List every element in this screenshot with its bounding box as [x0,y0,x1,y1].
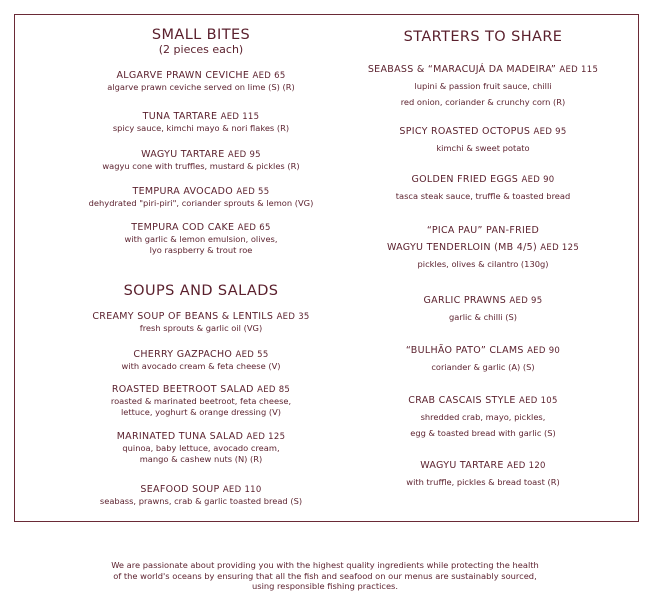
dish-description: spicy sauce, kimchi mayo & nori flakes (R) [112,123,290,133]
footer-line: We are passionate about providing you with the highest quality ingredients while protecting the health [111,560,539,570]
dish-description: egg & toasted bread with garlic (S) [410,428,556,438]
menu-item [333,225,633,270]
menu-item [333,126,633,154]
dish-description: wagyu cone with truffles, mustard & pickles (R) [102,161,300,171]
footer-line: of the world's oceans by ensuring that all the fish and seafood on our menus are sustainably sourced, [113,570,537,581]
dish-name: MARINATED TUNA SALAD [116,431,244,442]
dish-description: algarve prawn ceviche served on lime (S) (R) [107,82,295,92]
dish-description: mango & cashew nuts (N) (R) [139,454,263,464]
menu-item [333,345,633,373]
dish-name: “PICA PAU” PAN-FRIED [426,225,540,236]
dish-name: WAGYU TENDERLOIN (MB 4/5) [386,242,537,253]
dish-name: ALGARVE PRAWN CEVICHE [116,70,250,81]
dish-name: TEMPURA AVOCADO [132,186,234,197]
dish-description: dehydrated "piri-piri", coriander sprouts & lemon (VG) [88,198,314,208]
menu-item [51,149,351,172]
dish-price: AED 55 [236,187,270,197]
menu-item [51,311,351,334]
dish-description: shredded crab, mayo, pickles, [420,412,546,422]
dish-name: CRAB CASCAIS STYLE [408,395,516,406]
menu-item [51,349,351,372]
dish-description: kimchi & sweet potato [436,143,530,153]
dish-description: lyo raspberry & trout roe [149,245,253,255]
dish-price: AED 105 [518,396,558,406]
dish-name: WAGYU TARTARE [420,460,504,471]
dish-price: AED 95 [227,150,261,160]
menu-item [51,186,351,209]
dish-price: AED 55 [235,350,269,360]
dish-name: TUNA TARTARE [142,111,218,122]
dish-price: AED 125 [540,243,580,253]
starters-title: STARTERS TO SHARE [403,29,563,45]
dish-name: CREAMY SOUP OF BEANS & LENTILS [92,311,274,322]
dish-description: with avocado cream & feta cheese (V) [121,361,281,371]
menu-item [333,64,633,108]
dish-price: AED 90 [527,346,561,356]
menu-frame [14,14,639,522]
dish-price: AED 85 [257,385,291,395]
dish-description: with truffle, pickles & bread toast (R) [406,477,560,487]
dish-name: GARLIC PRAWNS [423,295,507,306]
menu-item [333,395,633,439]
small-bites-subtitle: (2 pieces each) [158,43,244,56]
dish-price: AED 35 [276,312,310,322]
menu-item [51,484,351,507]
dish-name: SEABASS & “MARACUJÁ DA MADEIRA” [367,64,557,75]
dish-price: AED 125 [246,432,286,442]
menu-item [51,111,351,134]
dish-description: lettuce, yoghurt & orange dressing (V) [121,407,281,417]
dish-name: SPICY ROASTED OCTOPUS [399,126,531,137]
dish-description: lupini & passion fruit sauce, chilli [414,81,552,91]
dish-description: coriander & garlic (A) (S) [431,362,535,372]
menu-item [333,174,633,202]
dish-description: garlic & chilli (S) [448,312,518,322]
dish-name: ROASTED BEETROOT SALAD [111,384,254,395]
dish-description: fresh sprouts & garlic oil (VG) [139,323,263,333]
dish-description: pickles, olives & cilantro (130g) [417,259,549,269]
dish-name: GOLDEN FRIED EGGS [411,174,519,185]
dish-name: TEMPURA COD CAKE [131,222,235,233]
dish-name: “BULHÃO PATO” CLAMS [405,345,524,356]
menu-item [51,70,351,93]
footer-line: using responsible fishing practices. [251,581,399,591]
soups-salads-title: SOUPS AND SALADS [123,283,279,299]
menu-item [333,295,633,323]
menu-item [51,431,351,465]
menu-item [333,460,633,488]
dish-price: AED 115 [559,65,599,75]
dish-price: AED 65 [237,223,271,233]
dish-description: roasted & marinated beetroot, feta cheese, [110,396,292,406]
dish-name: CHERRY GAZPACHO [133,349,233,360]
dish-description: tasca steak sauce, truffle & toasted bread [395,191,571,201]
dish-price: AED 95 [533,127,567,137]
dish-price: AED 95 [509,296,543,306]
menu-item [51,222,351,256]
dish-description: quinoa, baby lettuce, avocado cream, [122,443,280,453]
dish-name: SEAFOOD SOUP [140,484,220,495]
dish-price: AED 115 [220,112,260,122]
dish-price: AED 110 [222,485,262,495]
dish-description: with garlic & lemon emulsion, olives, [124,234,278,244]
dish-description: seabass, prawns, crab & garlic toasted bread (S) [99,496,303,506]
sustainability-note [40,560,610,592]
dish-name: WAGYU TARTARE [141,149,225,160]
dish-price: AED 90 [521,175,555,185]
small-bites-title: SMALL BITES [151,27,251,43]
menu-item [51,384,351,418]
dish-price: AED 65 [252,71,286,81]
dish-price: AED 120 [506,461,546,471]
dish-description: red onion, coriander & crunchy corn (R) [400,97,566,107]
